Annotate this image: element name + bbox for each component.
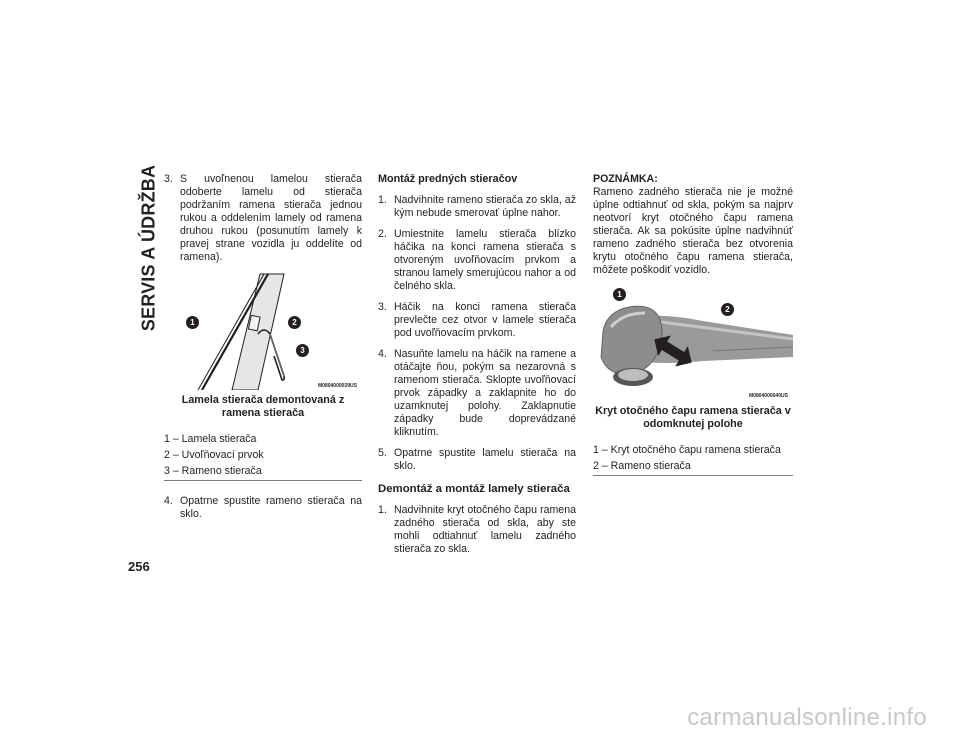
rear-step: [378, 504, 576, 556]
install-step: [378, 228, 576, 293]
step-3: [164, 173, 362, 264]
step-number: 3.: [164, 173, 173, 185]
wiper-blade-illustration: [172, 272, 362, 390]
callout-2: 2: [721, 303, 734, 316]
step-4: [164, 495, 362, 521]
step-number: 4.: [164, 495, 173, 507]
watermark: carmanualsonline.info: [687, 704, 927, 731]
install-step: [378, 447, 576, 473]
section-title-text: SERVIS A ÚDRŽBA: [138, 164, 159, 332]
callout-1: 1: [613, 288, 626, 301]
step-text: S uvoľnenou lamelou stierača odoberte lamelu od stierača podržaním ramena stierača jednou rukou a oddelením lamely od ramena druhou rukou (posunutím lamely k pravej strane vozidla ju oddelíte od ramena).: [180, 173, 362, 263]
middle-column: [378, 173, 576, 564]
section-heading: Demontáž a montáž lamely stierača: [378, 483, 570, 495]
step-number: 3.: [378, 301, 387, 313]
legend-item: 1 – Lamela stierača: [164, 433, 257, 445]
pivot-cover-illustration: [593, 291, 793, 401]
figure-code: M0804000040US: [749, 393, 788, 399]
step-text: Nadvihnite kryt otočného čapu ramena zadného stierača od skla, aby ste mohli odtiahnuť lamelu zadného stierača zo skla.: [394, 504, 576, 555]
legend-item: 1 – Kryt otočného čapu ramena stierača: [593, 444, 781, 456]
step-text: Opatrne spustite lamelu stierača na sklo.: [394, 447, 576, 472]
step-text: Umiestnite lamelu stierača blízko háčika na konci ramena stierača s otvoreným uvoľňovacím prvkom a stranou lamely smerujúcou nahor a od čelného skla.: [394, 228, 576, 292]
figure-caption: Kryt otočného čapu ramena stierača v odomknutej polohe: [595, 405, 791, 430]
note-text: Rameno zadného stierača nie je možné úplne odtiahnuť od skla, pokým sa najprv neotvorí kryt otočného čapu ramena stierača. Ak sa pokúsite úplne nadvihnúť rameno zadného stierača bez otvorenia krytu otočného čapu ramena stierača, môžete poškodiť vozidlo.: [593, 186, 793, 276]
callout-2: 2: [288, 316, 301, 329]
step-text: Nadvihnite rameno stierača zo skla, až kým nebude smerovať úplne nahor.: [394, 194, 576, 219]
step-number: 5.: [378, 447, 387, 459]
legend-item: 3 – Rameno stierača: [164, 464, 362, 481]
callout-1: 1: [186, 316, 199, 329]
step-text: Nasuňte lamelu na háčik na ramene a otáčajte ňou, pokým sa nezarovná s ramenom stierača. Sklopte uvoľňovací prvok západky a zaklapnite ho do uzamknutej polohy. Zaklapnutie západky bude doprevádzané kliknutím.: [394, 348, 576, 438]
figure-legend: [164, 432, 362, 481]
left-column: [164, 173, 362, 529]
figure-wiper-blade: [172, 272, 370, 390]
figure-caption: Lamela stierača demontovaná z ramena stierača: [181, 394, 345, 419]
page-number: 256: [128, 559, 150, 574]
section-title: [138, 164, 159, 332]
step-text: Háčik na konci ramena stierača prevlečte cez otvor v lamele stierača pod uvoľňovacím prvkom.: [394, 301, 576, 339]
step-number: 1.: [378, 194, 387, 206]
figure-pivot-cover: [593, 291, 793, 401]
legend-item: 2 – Uvoľňovací prvok: [164, 449, 264, 461]
install-step: [378, 348, 576, 439]
right-column: [593, 173, 793, 476]
callout-3: 3: [296, 344, 309, 357]
install-step: [378, 301, 576, 340]
step-text: Opatrne spustite rameno stierača na sklo.: [180, 495, 362, 520]
step-number: 1.: [378, 504, 387, 516]
note-title: POZNÁMKA:: [593, 173, 658, 185]
figure-legend: [593, 443, 793, 476]
section-heading: Montáž predných stieračov: [378, 173, 518, 185]
legend-item: 2 – Rameno stierača: [593, 459, 793, 476]
step-number: 2.: [378, 228, 387, 240]
figure-code: M0804000039US: [318, 383, 357, 389]
step-number: 4.: [378, 348, 387, 360]
install-step: [378, 194, 576, 220]
